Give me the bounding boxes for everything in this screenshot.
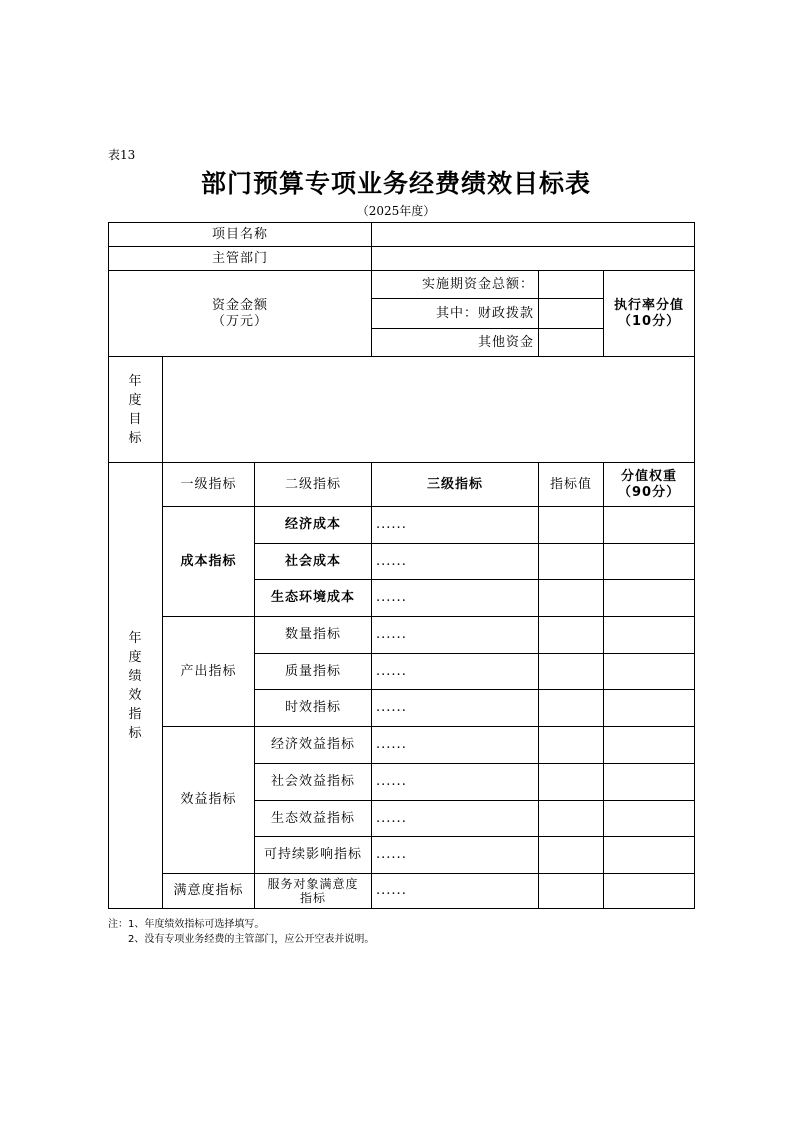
indicators-label-char: 绩 [128,668,143,684]
level3-item[interactable]: ...... [372,654,539,690]
weight-cell[interactable] [604,837,695,874]
level2-item: 可持续影响指标 [255,837,372,874]
funds-label-line2: （万元） [212,313,269,329]
annual-indicators-label [109,463,163,909]
indicator-value-cell[interactable] [539,764,604,801]
weight-cell[interactable] [604,874,695,909]
level3-item[interactable]: ...... [372,727,539,764]
weight-cell[interactable] [604,544,695,580]
funds-label [109,271,372,357]
indicators-label-char: 度 [128,649,143,665]
fiscal-year: （2025年度） [356,204,436,218]
group-benefit: 效益指标 [163,727,255,874]
total-funds-value[interactable] [539,271,604,299]
indicator-value-cell[interactable] [539,837,604,874]
project-name-value[interactable] [372,223,695,247]
level2-item: 社会成本 [255,544,372,580]
header-weight-line2: （90分） [617,484,681,500]
level2-item: 生态环境成本 [255,580,372,617]
execution-rate-line1: 执行率分值 [614,297,685,313]
indicator-value-cell[interactable] [539,654,604,690]
project-name-label: 项目名称 [109,223,372,247]
footnote-1: 注：1、年度绩效指标可选择填写。 [108,919,265,930]
department-value[interactable] [372,247,695,271]
page-title: 部门预算专项业务经费绩效目标表 [200,169,591,198]
header-level1: 一级指标 [163,463,255,507]
indicator-value-cell[interactable] [539,507,604,544]
indicator-value-cell[interactable] [539,727,604,764]
annual-goal-char: 标 [128,430,143,446]
table-number: 表13 [108,148,136,162]
level3-item[interactable]: ...... [372,837,539,874]
level2-item: 社会效益指标 [255,764,372,801]
annual-goal-label [109,357,163,463]
group-cost: 成本指标 [163,507,255,617]
header-weight-line1: 分值权重 [621,468,678,484]
level2-item: 时效指标 [255,690,372,727]
indicator-value-cell[interactable] [539,690,604,727]
indicator-value-cell[interactable] [539,580,604,617]
level2-item: 经济成本 [255,507,372,544]
annual-goal-char: 度 [128,392,143,408]
footnote-2: 2、没有专项业务经费的主管部门，应公开空表并说明。 [108,934,375,945]
annual-goal-char: 年 [128,373,143,389]
level3-item[interactable]: ...... [372,764,539,801]
level2-item: 经济效益指标 [255,727,372,764]
total-funds-label: 实施期资金总额： [372,271,539,299]
performance-goal-table [108,222,695,909]
indicators-label-char: 标 [128,725,143,741]
level3-item[interactable]: ...... [372,874,539,909]
annual-goal-char: 目 [128,411,143,427]
level2-item: 生态效益指标 [255,801,372,837]
level2-item [255,874,372,909]
level3-item[interactable]: ...... [372,544,539,580]
indicator-value-cell[interactable] [539,617,604,654]
weight-cell[interactable] [604,654,695,690]
level3-item[interactable]: ...... [372,690,539,727]
indicators-label-char: 年 [128,630,143,646]
indicator-value-cell[interactable] [539,801,604,837]
indicator-value-cell[interactable] [539,874,604,909]
footnotes [108,917,374,947]
execution-rate-score [604,271,695,357]
group-satisfaction: 满意度指标 [163,874,255,909]
level3-item[interactable]: ...... [372,801,539,837]
execution-rate-line2: （10分） [617,313,681,329]
other-funds-value[interactable] [539,329,604,357]
level2-line2: 指标 [300,891,327,905]
annual-goal-content[interactable] [163,357,695,463]
weight-cell[interactable] [604,580,695,617]
weight-cell[interactable] [604,507,695,544]
other-funds-label: 其他资金 [372,329,539,357]
level3-item[interactable]: ...... [372,507,539,544]
weight-cell[interactable] [604,801,695,837]
fiscal-appropriation-label: 其中：财政拨款 [372,299,539,329]
indicators-label-char: 效 [128,687,143,703]
level3-item[interactable]: ...... [372,580,539,617]
level3-item[interactable]: ...... [372,617,539,654]
fiscal-appropriation-value[interactable] [539,299,604,329]
header-level3: 三级指标 [372,463,539,507]
header-indicator-value: 指标值 [539,463,604,507]
level2-item: 数量指标 [255,617,372,654]
level2-line1: 服务对象满意度 [267,877,359,891]
level2-item: 质量指标 [255,654,372,690]
weight-cell[interactable] [604,764,695,801]
department-label: 主管部门 [109,247,372,271]
header-level2: 二级指标 [255,463,372,507]
funds-label-line1: 资金金额 [212,297,269,313]
header-weight [604,463,695,507]
indicator-value-cell[interactable] [539,544,604,580]
weight-cell[interactable] [604,617,695,654]
weight-cell[interactable] [604,690,695,727]
indicators-label-char: 指 [128,706,143,722]
group-output: 产出指标 [163,617,255,727]
weight-cell[interactable] [604,727,695,764]
